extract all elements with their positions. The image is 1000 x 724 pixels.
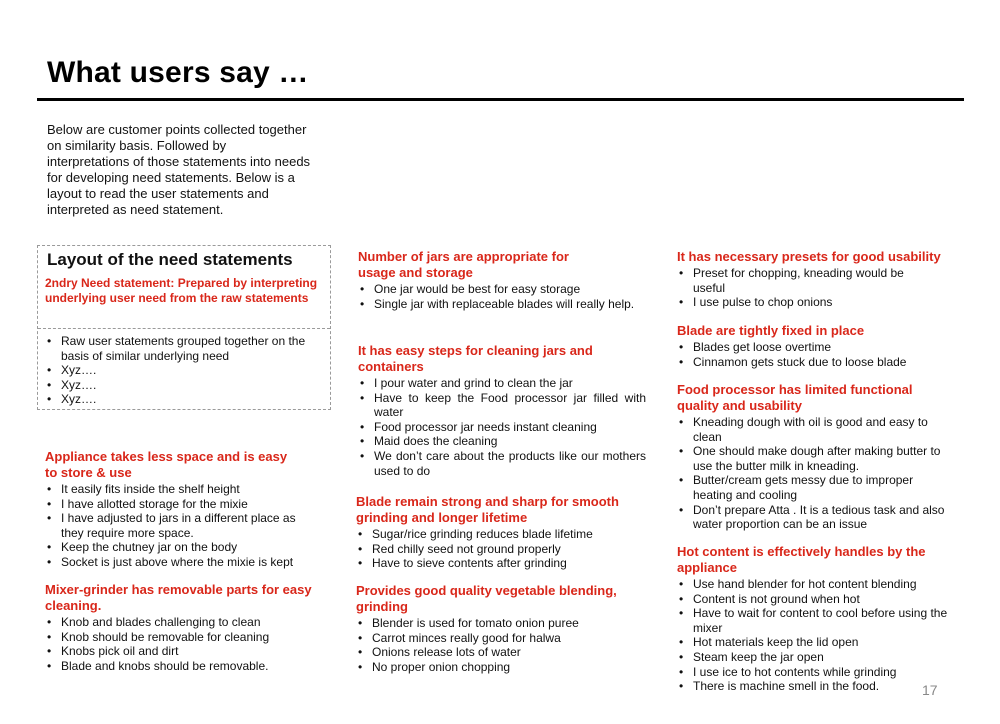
list-item: • I use ice to hot contents while grinding xyxy=(677,665,957,680)
need-heading: Number of jars are appropriate for usage and storage xyxy=(358,249,569,280)
list-item: • Socket is just above where the mixie is kept xyxy=(45,555,300,570)
list-item: • There is machine smell in the food. xyxy=(677,679,957,694)
list-item: • Have to keep the Food processor jar filled with water xyxy=(358,391,646,420)
list-item: • It easily fits inside the shelf height xyxy=(45,482,300,497)
list-item: • Xyz…. xyxy=(45,378,327,393)
list-item: • Have to wait for content to cool before using the mixer xyxy=(677,606,957,635)
list-item: • Knobs pick oil and dirt xyxy=(45,644,325,659)
need-heading: It has easy steps for cleaning jars and containers xyxy=(358,343,593,374)
list-item: • I have allotted storage for the mixie xyxy=(45,497,300,512)
list-item: • Keep the chutney jar on the body xyxy=(45,540,300,555)
need-hot-content xyxy=(677,544,962,694)
intro-paragraph: Below are customer points collected together on similarity basis. Followed by interpretations of those statements into needs for developing need statements. Below is a layout to read the user statements and interpreted as need statement. xyxy=(47,122,311,217)
layout-legend-box xyxy=(37,245,331,410)
need-heading: It has necessary presets for good usability xyxy=(677,249,941,264)
layout-legend-title: Layout of the need statements xyxy=(47,250,293,269)
need-heading: Food processor has limited functional quality and usability xyxy=(677,382,913,413)
list-item: • I use pulse to chop onions xyxy=(677,295,937,310)
list-item: • Content is not ground when hot xyxy=(677,592,957,607)
list-item: • Xyz…. xyxy=(45,363,327,378)
list-item: • Food processor jar needs instant cleaning xyxy=(358,420,646,435)
list-item: • Knob and blades challenging to clean xyxy=(45,615,325,630)
need-food-processor xyxy=(677,382,962,532)
list-item: • Carrot minces really good for halwa xyxy=(356,631,646,646)
need-removable-parts xyxy=(45,582,325,673)
list-item: • Blade and knobs should be removable. xyxy=(45,659,325,674)
list-item: • I pour water and grind to clean the jar xyxy=(358,376,646,391)
list-item: • Red chilly seed not ground properly xyxy=(356,542,646,557)
list-item: • No proper onion chopping xyxy=(356,660,646,675)
list-item: • Blender is used for tomato onion puree xyxy=(356,616,646,631)
list-item: • Use hand blender for hot content blending xyxy=(677,577,957,592)
layout-legend-subtitle: 2ndry Need statement: Prepared by interpreting underlying user need from the raw statements xyxy=(45,276,318,305)
page-title: What users say … xyxy=(47,56,309,89)
list-item: • Preset for chopping, kneading would be useful xyxy=(677,266,937,295)
list-item: • Hot materials keep the lid open xyxy=(677,635,957,650)
list-item: • Don’t prepare Atta . It is a tedious task and also water proportion can be an issue xyxy=(677,503,952,532)
list-item: • Sugar/rice grinding reduces blade lifetime xyxy=(356,527,646,542)
list-item: • Xyz…. xyxy=(45,392,327,407)
list-item: • Kneading dough with oil is good and easy to clean xyxy=(677,415,952,444)
title-underline xyxy=(37,98,964,101)
list-item: • Blades get loose overtime xyxy=(677,340,962,355)
need-fixed-blades xyxy=(677,323,962,369)
list-item: • One jar would be best for easy storage xyxy=(358,282,646,297)
list-item: • Onions release lots of water xyxy=(356,645,646,660)
need-heading: Mixer-grinder has removable parts for easy cleaning. xyxy=(45,582,312,613)
layout-legend-list xyxy=(45,334,327,407)
need-presets xyxy=(677,249,962,310)
need-space-storage xyxy=(45,449,300,570)
need-heading: Blade are tightly fixed in place xyxy=(677,323,865,338)
need-easy-cleaning xyxy=(358,343,646,478)
need-heading: Blade remain strong and sharp for smooth grinding and longer lifetime xyxy=(356,494,619,525)
need-number-of-jars xyxy=(358,249,646,311)
list-item: • Single jar with replaceable blades will really help. xyxy=(358,297,646,312)
list-item: • Have to sieve contents after grinding xyxy=(356,556,646,571)
list-item: • Cinnamon gets stuck due to loose blade xyxy=(677,355,962,370)
need-heading: Hot content is effectively handles by the appliance xyxy=(677,544,926,575)
list-item: • Butter/cream gets messy due to improper heating and cooling xyxy=(677,473,952,502)
list-item: • Steam keep the jar open xyxy=(677,650,957,665)
list-item: • Maid does the cleaning xyxy=(358,434,646,449)
list-item: • Raw user statements grouped together on the basis of similar underlying need xyxy=(45,334,327,363)
list-item: • Knob should be removable for cleaning xyxy=(45,630,325,645)
page-number: 17 xyxy=(922,682,938,698)
need-strong-blades xyxy=(356,494,646,571)
list-item: • One should make dough after making butter to use the butter milk in kneading. xyxy=(677,444,952,473)
list-item: • I have adjusted to jars in a different place as they require more space. xyxy=(45,511,300,540)
need-heading: Appliance takes less space and is easy to store & use xyxy=(45,449,288,480)
list-item: • We don’t care about the products like our mothers used to do xyxy=(358,449,646,478)
need-vegetable-blending xyxy=(356,583,646,674)
need-heading: Provides good quality vegetable blending, grinding xyxy=(356,583,617,614)
layout-legend-divider xyxy=(38,328,330,329)
